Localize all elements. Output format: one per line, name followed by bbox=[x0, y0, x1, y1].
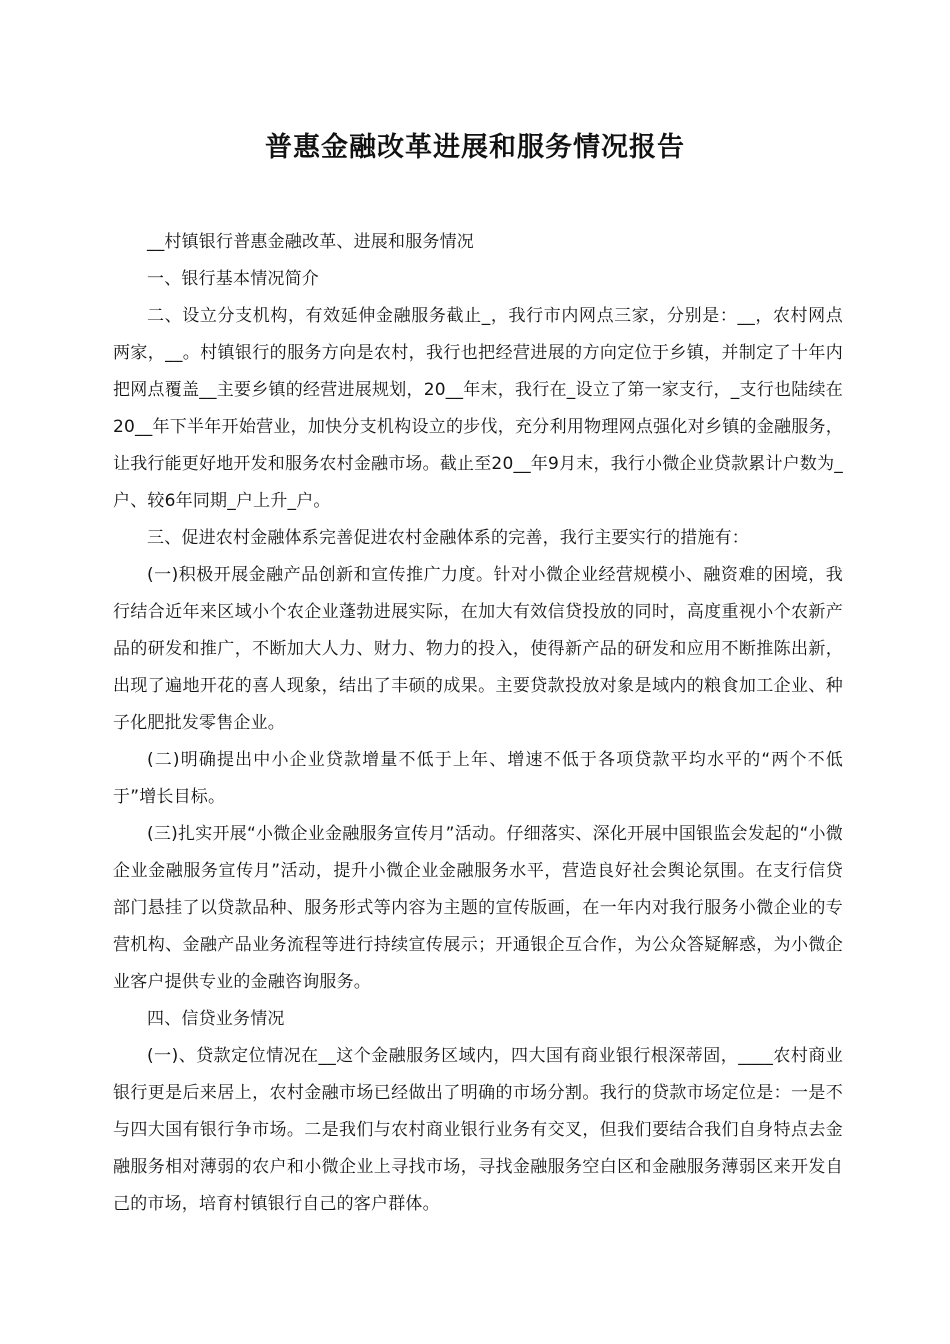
paragraph-bank-heading: __村镇银行普惠金融改革、进展和服务情况 bbox=[147, 232, 474, 252]
document-title: 普惠金融改革进展和服务情况报告 bbox=[265, 132, 685, 163]
paragraph-section-3-item-1: (一)积极开展金融产品创新和宣传推广力度。针对小微企业经营规模小、融资难的困境，我行结合近年来区域小个农企业蓬勃进展实际，在加大有效信贷投放的同时，高度重视小个农新产品的研发和推广，不断加大人力、财力、物力的投入，使得新产品的研发和应用不断推陈出新，出现了遍地开花的喜人现象，结出了丰硕的成果。主要贷款投放对象是域内的粮食加工企业、种子化肥批发零售企业。 bbox=[113, 565, 843, 733]
paragraph-section-3-item-2: (二)明确提出中小企业贷款增量不低于上年、增速不低于各项贷款平均水平的“两个不低于”增长目标。 bbox=[113, 750, 843, 807]
paragraph-section-3-item-3: (三)扎实开展“小微企业金融服务宣传月”活动。仔细落实、深化开展中国银监会发起的“小微企业金融服务宣传月”活动，提升小微企业金融服务水平，营造良好社会舆论氛围。在支行信贷部门悬挂了以贷款品种、服务形式等内容为主题的宣传版画，在一年内对我行服务小微企业的专营机构、金融产品业务流程等进行持续宣传展示；开通银企互合作，为公众答疑解惑，为小微企业客户提供专业的金融咨询服务。 bbox=[113, 824, 843, 992]
paragraph-section-3: 三、促进农村金融体系完善促进农村金融体系的完善，我行主要实行的措施有： bbox=[147, 528, 749, 548]
paragraph-section-4-item-1: (一)、贷款定位情况在__这个金融服务区域内，四大国有商业银行根深蒂固，____农村商业银行更是后来居上，农村金融市场已经做出了明确的市场分割。我行的贷款市场定位是：一是不与四大国有银行争市场。二是我们与农村商业银行业务有交叉，但我们要结合我们自身特点去金融服务相对薄弱的农户和小微企业上寻找市场，寻找金融服务空白区和金融服务薄弱区来开发自己的市场，培育村镇银行自己的客户群体。 bbox=[113, 1046, 843, 1214]
document-body bbox=[113, 224, 843, 1223]
paragraph-section-4: 四、信贷业务情况 bbox=[147, 1009, 285, 1029]
paragraph-section-2: 二、设立分支机构，有效延伸金融服务截止_，我行市内网点三家，分别是：__，农村网点两家，__。村镇银行的服务方向是农村，我行也把经营进展的方向定位于乡镇，并制定了十年内把网点覆盖__主要乡镇的经营进展规划，20__年末，我行在_设立了第一家支行，_支行也陆续在20__年下半年开始营业，加快分支机构设立的步伐，充分利用物理网点强化对乡镇的金融服务，让我行能更好地开发和服务农村金融市场。截止至20__年9月末，我行小微企业贷款累计户数为_户、较6年同期_户上升_户。 bbox=[113, 306, 843, 511]
paragraph-section-1: 一、银行基本情况简介 bbox=[147, 269, 319, 289]
